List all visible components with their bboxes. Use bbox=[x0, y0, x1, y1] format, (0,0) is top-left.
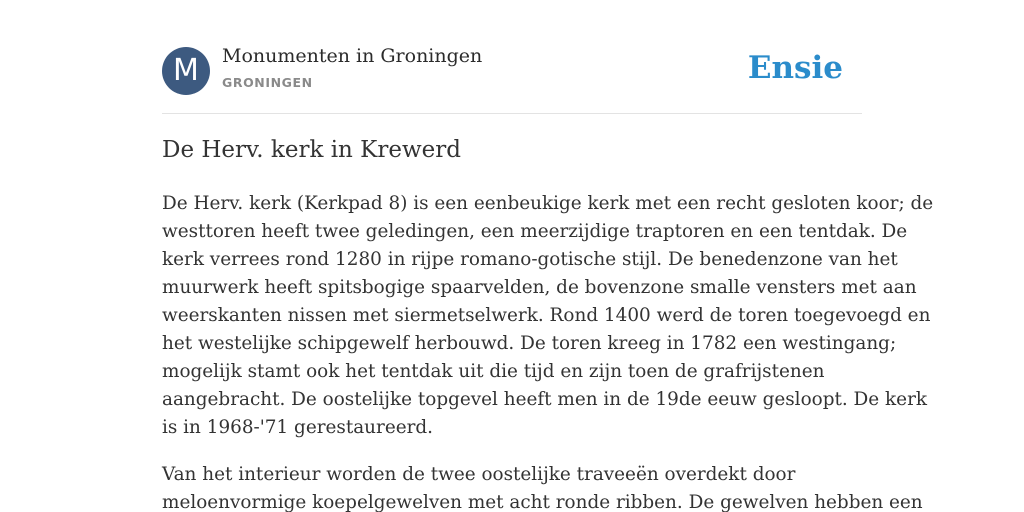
header bbox=[162, 0, 862, 114]
paragraph-line: weerskanten nissen met siermetselwerk. Rond 1400 werd de toren toegevoegd en bbox=[162, 305, 931, 326]
article-paragraph-1 bbox=[162, 190, 934, 442]
brand-logo[interactable]: Ensie bbox=[747, 50, 843, 86]
avatar[interactable]: M bbox=[162, 47, 210, 95]
article-paragraph-2 bbox=[162, 461, 923, 512]
paragraph-line: kerk verrees rond 1280 in rijpe romano-gotische stijl. De benedenzone van het bbox=[162, 249, 898, 270]
article-title: De Herv. kerk in Krewerd bbox=[162, 137, 461, 163]
paragraph-line: het westelijke schipgewelf herbouwd. De toren kreeg in 1782 een westingang; bbox=[162, 333, 897, 354]
paragraph-line: De Herv. kerk (Kerkpad 8) is een eenbeukige kerk met een recht gesloten koor; de bbox=[162, 193, 934, 214]
content-container bbox=[162, 0, 934, 512]
paragraph-line: is in 1968-'71 gerestaureerd. bbox=[162, 417, 433, 438]
paragraph-line: muurwerk heeft spitsbogige spaarvelden, de bovenzone smalle vensters met aan bbox=[162, 277, 917, 298]
paragraph-line: meloenvormige koepelgewelven met acht ronde ribben. De gewelven hebben een bbox=[162, 492, 923, 512]
paragraph-line: westtoren heeft twee geledingen, een meerzijdige traptoren en een tentdak. De bbox=[162, 221, 908, 242]
source-title-link[interactable]: Monumenten in Groningen bbox=[222, 45, 483, 67]
source-subtitle: GRONINGEN bbox=[222, 75, 313, 90]
paragraph-line: Van het interieur worden de twee oostelijke traveeën overdekt door bbox=[162, 464, 796, 485]
paragraph-line: aangebracht. De oostelijke topgevel heeft men in de 19de eeuw gesloopt. De kerk bbox=[162, 389, 927, 410]
paragraph-line: mogelijk stamt ook het tentdak uit die tijd en zijn toen de grafrijstenen bbox=[162, 361, 825, 382]
